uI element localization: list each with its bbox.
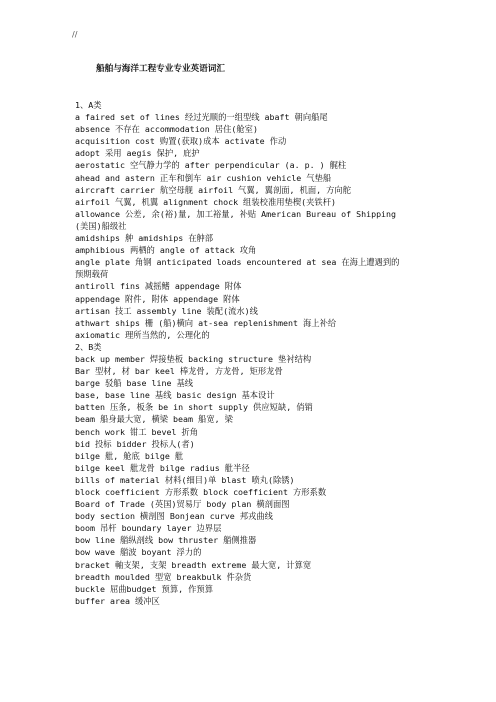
glossary-line: bow wave 艏波 boyant 浮力的 [75, 547, 202, 558]
glossary-line: bid 投标 bidder 投标人(者) [75, 438, 195, 449]
glossary-body [75, 99, 435, 607]
glossary-line: artisan 技工 assembly line 装配(流水)线 [75, 305, 258, 316]
glossary-line: (美国)船级社 [75, 220, 127, 231]
glossary-line: beam 船身最大宽, 横梁 beam 船宽, 梁 [75, 414, 233, 425]
glossary-line: antiroll fins 减摇鳍 appendage 附体 [75, 281, 242, 292]
glossary-line: buffer area 缓冲区 [75, 595, 160, 606]
page-marker: // [72, 30, 78, 39]
glossary-line: a faired set of lines 经过光顺的一组型线 abaft 朝向船尾 [75, 112, 328, 123]
glossary-line: axiomatic 理所当然的, 公理化的 [75, 329, 210, 340]
document-title: 船舶与海洋工程专业专业英语词汇 [96, 64, 225, 74]
glossary-line: airfoil 气翼, 机翼 alignment chock 组装校准用垫楔(夹铁杆) [75, 196, 337, 207]
glossary-line: 预期载荷 [75, 269, 109, 280]
glossary-line: body section 横剖图 Bonjean curve 邦戎曲线 [75, 511, 273, 522]
section-heading: 1、A类 [75, 100, 102, 110]
glossary-line: angle plate 角钢 anticipated loads encountered at sea 在海上遭遇到的 [75, 257, 400, 268]
glossary-line: aerostatic 空气静力学的 after perpendicular (a. p. ) 艉柱 [75, 160, 347, 171]
glossary-line: batten 压条, 板条 be in short supply 供应短缺, 俏销 [75, 402, 313, 413]
glossary-line: adopt 采用 aegis 保护, 庇护 [75, 148, 200, 159]
glossary-line: aircraft carrier 航空母舰 airfoil 气翼, 翼剖面, 机面, 方向舵 [75, 184, 352, 195]
glossary-line: absence 不存在 accommodation 居住(舱室) [75, 124, 258, 135]
glossary-line: athwart ships 栅 (船)横向 at-sea replenishment 海上补给 [75, 317, 337, 328]
glossary-line: base, base line 基线 basic design 基本设计 [75, 390, 275, 401]
glossary-line: breadth moulded 型宽 breakbulk 件杂货 [75, 571, 252, 582]
glossary-line: barge 驳船 base line 基线 [75, 378, 194, 389]
glossary-line: allowance 公差, 余(裕)量, 加工裕量, 补贴 American Bureau of Shipping [75, 208, 397, 219]
glossary-line: amphibious 两栖的 angle of attack 攻角 [75, 245, 257, 256]
glossary-line: Board of Trade (英国)贸易厅 body plan 横剖面图 [75, 499, 290, 510]
glossary-line: block coefficient 方形系数 block coefficient 方形系数 [75, 487, 327, 497]
glossary-line: bench work 钳工 bevel 折角 [75, 426, 199, 437]
glossary-line: boom 吊杆 boundary layer 边界层 [75, 523, 222, 534]
glossary-line: ahead and astern 正车和倒车 air cushion vehicle 气垫船 [75, 172, 332, 183]
section-heading: 2、B类 [75, 341, 102, 352]
glossary-line: bracket 軸支架, 支架 breadth extreme 最大宽, 计算宽 [75, 559, 312, 570]
glossary-line: amidships 舯 amidships 在舯部 [75, 233, 214, 244]
glossary-line: bills of material 材料(细目)单 blast 喷丸(除锈) [75, 474, 295, 485]
glossary-line: buckle 屈曲budget 预算, 作预算 [75, 583, 214, 594]
glossary-line: bilge 舭, 舱底 bilge 舭 [75, 450, 184, 461]
glossary-line: Bar 型材, 材 bar keel 棒龙骨, 方龙骨, 矩形龙骨 [75, 366, 283, 377]
glossary-line: back up member 焊接垫板 backing structure 垫衬结构 [75, 353, 312, 364]
glossary-line: bow line 艏纵剖线 bow thruster 艏侧推器 [75, 535, 257, 546]
glossary-line: acquisition cost 购置(获取)成本 activate 作动 [75, 136, 287, 147]
glossary-line: appendage 附件, 附体 appendage 附体 [75, 293, 240, 304]
glossary-line: bilge keel 舭龙骨 bilge radius 舭半径 [75, 462, 250, 473]
